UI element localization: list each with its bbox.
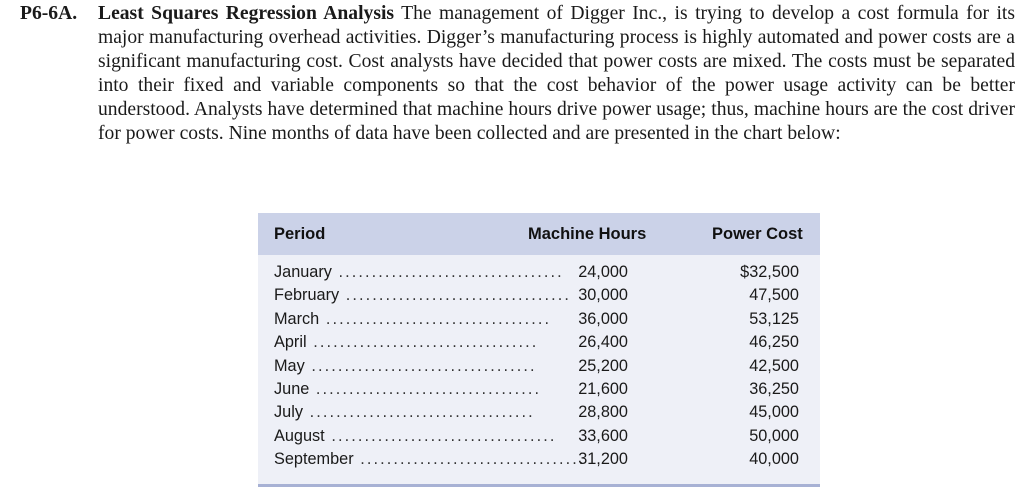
power-cost-cell: 42,500 [749, 356, 799, 375]
table-row [258, 308, 820, 331]
dot-leader: .................................. [339, 286, 571, 305]
period-name: January [274, 263, 332, 281]
power-cost-cell: 50,000 [749, 426, 799, 445]
period-cell [274, 308, 552, 331]
table-row [258, 401, 820, 424]
machine-hours-cell: 30,000 [578, 286, 628, 305]
power-cost-cell: 53,125 [749, 309, 799, 328]
table-row [258, 425, 820, 448]
period-name: July [274, 403, 303, 422]
dot-leader: .................................. [309, 379, 542, 398]
period-cell [274, 448, 586, 471]
period-cell [274, 355, 537, 378]
period-name: March [274, 309, 320, 328]
machine-hours-cell: 24,000 [578, 263, 628, 281]
period-name: June [274, 379, 310, 398]
table-header [258, 213, 820, 255]
period-cell [274, 401, 535, 424]
period-cell [274, 425, 557, 448]
table-bottom-rule [258, 484, 820, 487]
header-power-cost: Power Cost [712, 225, 803, 243]
table-body [258, 261, 820, 472]
period-name: August [274, 426, 325, 445]
problem-number: P6-6A. [20, 3, 78, 24]
period-name: September [274, 450, 354, 469]
problem-title: Least Squares Regression Analysis [98, 3, 395, 24]
machine-hours-cell: 26,400 [578, 333, 628, 352]
period-cell [274, 378, 542, 401]
period-name: May [274, 356, 305, 375]
problem-body [98, 2, 1015, 146]
table-row [258, 284, 820, 307]
period-name: April [274, 333, 307, 352]
dot-leader: .................................. [353, 450, 586, 469]
period-name: February [274, 286, 340, 305]
table-row [258, 261, 820, 284]
dot-leader: .................................. [319, 309, 552, 328]
problem-statement [20, 2, 1015, 146]
table-row [258, 448, 820, 471]
power-cost-cell: 47,500 [749, 286, 799, 305]
data-table [258, 213, 820, 487]
dot-leader: .................................. [324, 426, 557, 445]
table-row [258, 355, 820, 378]
dot-leader: .................................. [306, 333, 539, 352]
dot-leader: .................................. [331, 263, 564, 281]
machine-hours-cell: 36,000 [578, 309, 628, 328]
machine-hours-cell: 21,600 [578, 379, 628, 398]
header-machine-hours: Machine Hours [528, 225, 647, 243]
power-cost-cell: 40,000 [749, 450, 799, 469]
power-cost-cell: $32,500 [740, 263, 799, 281]
machine-hours-cell: 25,200 [578, 356, 628, 375]
period-cell [274, 284, 571, 307]
table-row [258, 378, 820, 401]
power-cost-cell: 46,250 [749, 333, 799, 352]
header-period: Period [274, 225, 326, 243]
period-cell [274, 331, 539, 354]
power-cost-cell: 45,000 [749, 403, 799, 422]
table-row [258, 331, 820, 354]
machine-hours-cell: 31,200 [578, 450, 628, 469]
power-cost-cell: 36,250 [749, 379, 799, 398]
dot-leader: .................................. [304, 356, 537, 375]
machine-hours-cell: 33,600 [578, 426, 628, 445]
period-cell [274, 261, 564, 284]
problem-text: The management of Digger Inc., is trying to develop a cost formula for its major manufacturing overhead activities. Digger’s manufacturing process is highly automated and power costs are a significant manufacturing cost. Cost analysts have decided that power costs are mixed. The costs must be separated into their fixed and variable components so that the cost behavior of the power usage activity can be better understood. Analysts have determined that machine hours drive power usage; thus, machine hours are the cost driver for power costs. Nine months of data have been collected and are presented in the chart below: [98, 3, 1015, 144]
machine-hours-cell: 28,800 [578, 403, 628, 422]
dot-leader: .................................. [302, 403, 535, 422]
